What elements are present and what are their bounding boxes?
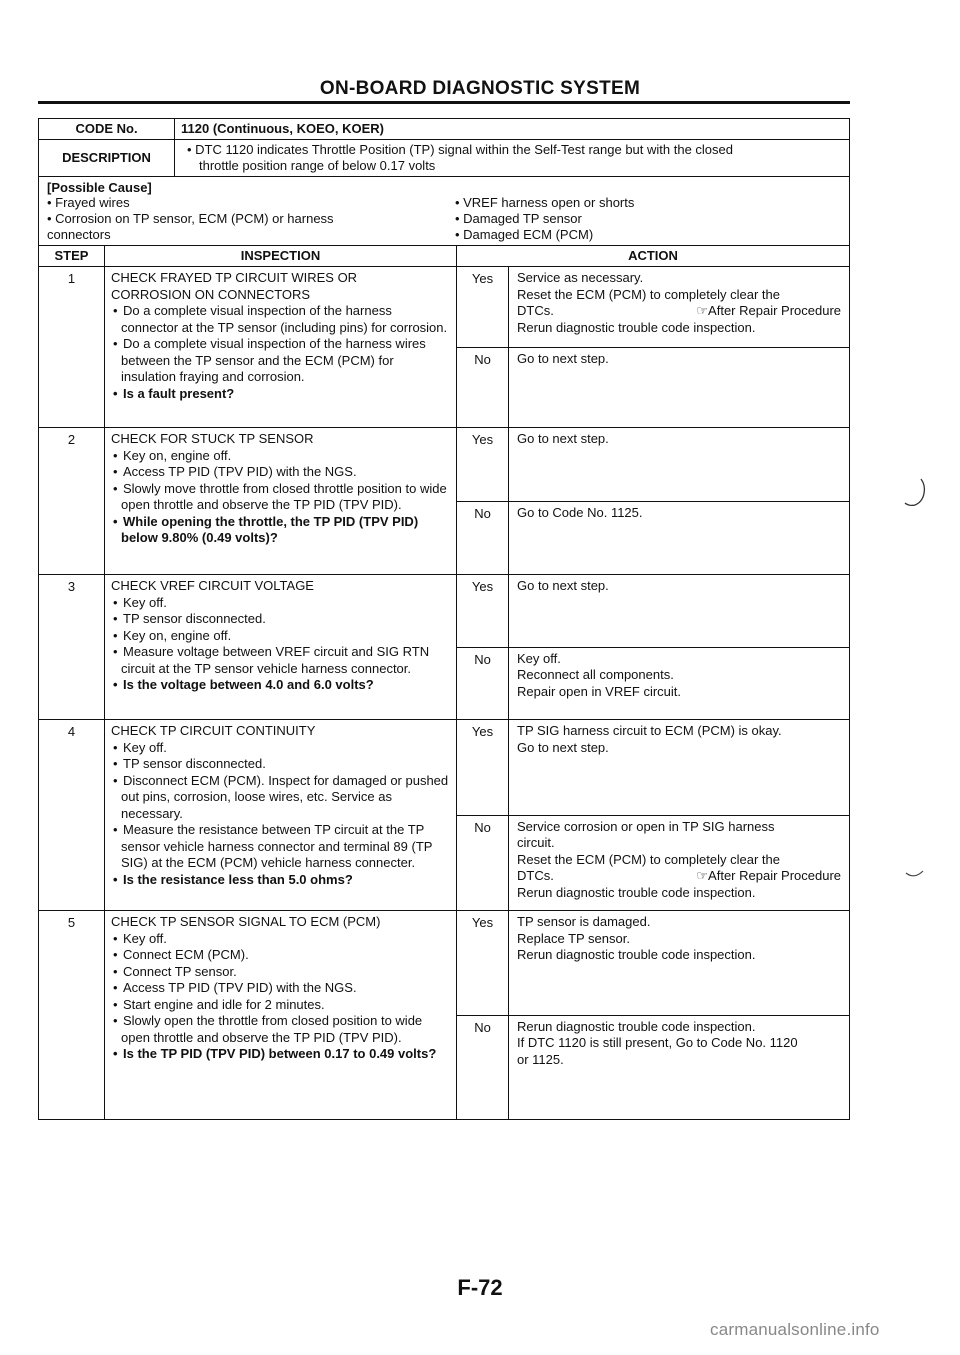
inspection-cell <box>105 428 457 574</box>
action-line: Go to next step. <box>517 350 609 366</box>
step-number: 2 <box>39 428 105 574</box>
description-text <box>175 140 739 176</box>
action-line: TP sensor is damaged. <box>517 914 651 929</box>
action-line: Service corrosion or open in TP SIG harness <box>517 818 775 834</box>
inspection-bullet: • Disconnect ECM (PCM). Inspect for damaged or pushed out pins, corrosion, loose wires, etc. Service as necessary. <box>113 772 449 821</box>
bullet-dot: • <box>113 303 118 318</box>
action-cell <box>457 575 849 719</box>
bullet-dot: • <box>113 1013 118 1028</box>
inspection-question: • Is the resistance less than 5.0 ohms? <box>113 871 353 887</box>
bullet-dot: • <box>113 963 118 979</box>
yes-block <box>457 428 849 502</box>
cause-item: • Damaged TP sensor <box>454 211 582 226</box>
action-line: Rerun diagnostic trouble code inspection. <box>517 947 756 962</box>
no-block <box>457 502 849 575</box>
action-cell <box>457 911 849 1119</box>
possible-cause-lists <box>47 195 843 243</box>
bullet-dot: • <box>113 513 118 529</box>
inspection-header: INSPECTION <box>105 246 457 266</box>
bullet-dot: • <box>113 996 118 1012</box>
bullet-dot: • <box>113 447 118 463</box>
no-action <box>509 348 849 428</box>
yes-label: Yes <box>457 911 509 1015</box>
inspection-bullet: • Slowly move throttle from closed throttle position to wide open throttle and observe the TP PID (TPV PID). <box>113 480 447 512</box>
action-line: DTCs. <box>517 868 554 883</box>
action-line: Rerun diagnostic trouble code inspection. <box>517 319 756 335</box>
inspection-bullet: • Connect ECM (PCM). <box>113 947 249 962</box>
cause-item: • Corrosion on TP sensor, ECM (PCM) or harness <box>47 211 334 226</box>
yes-label: Yes <box>457 720 509 815</box>
yes-action <box>509 267 849 347</box>
inspection-title: CHECK FRAYED TP CIRCUIT WIRES OR <box>111 270 358 285</box>
action-line: Service as necessary. <box>517 270 644 285</box>
bullet-dot: • <box>113 756 118 771</box>
margin-mark <box>903 475 929 516</box>
no-label: No <box>457 348 509 428</box>
after-repair-reference: ☞After Repair Procedure <box>696 868 841 883</box>
inspection-bullet: • Do a complete visual inspection of the harness connector at the TP sensor (including pins) for corrosion. <box>113 303 448 335</box>
inspection-question: • Is a fault present? <box>113 385 235 401</box>
inspection-bullet: • Key off. <box>113 739 167 755</box>
action-line: DTCs. <box>517 303 554 318</box>
no-label: No <box>457 648 509 720</box>
bullet-dot: • <box>113 611 118 626</box>
bullet-dot: • <box>113 947 118 962</box>
bullet-dot: • <box>113 1046 118 1061</box>
yes-block <box>457 575 849 648</box>
action-reference-line <box>517 303 841 320</box>
step-number: 3 <box>39 575 105 719</box>
inspection-bullet: • Key off. <box>113 930 167 946</box>
possible-cause-section <box>39 177 849 246</box>
step-row <box>39 575 849 720</box>
bullet-dot: • <box>113 644 118 659</box>
table-header-row <box>39 246 849 267</box>
cause-item: • Damaged ECM (PCM) <box>454 227 594 242</box>
code-row <box>39 119 849 140</box>
action-line: Go to next step. <box>517 578 609 593</box>
step-number: 4 <box>39 720 105 910</box>
inspection-question: • While opening the throttle, the TP PID (TPV PID) below 9.80% (0.49 volts)? <box>113 513 419 545</box>
inspection-bullet: • Key on, engine off. <box>113 627 232 643</box>
inspection-cell <box>105 911 457 1119</box>
header-rule <box>38 101 850 104</box>
action-header: ACTION <box>628 248 678 263</box>
inspection-question: • Is the TP PID (TPV PID) between 0.17 to 0.49 volts? <box>113 1046 437 1061</box>
step-number: 5 <box>39 911 105 1119</box>
description-row <box>39 140 849 177</box>
description-line: • DTC 1120 indicates Throttle Position (TP) signal within the Self-Test range but with the closed <box>187 142 733 157</box>
cause-item: connectors <box>47 227 111 242</box>
no-label: No <box>457 816 509 911</box>
inspection-bullet: • TP sensor disconnected. <box>113 611 266 626</box>
action-line: Key off. <box>517 650 561 666</box>
yes-label: Yes <box>457 575 509 647</box>
action-line: Replace TP sensor. <box>517 930 630 946</box>
no-label: No <box>457 1016 509 1120</box>
inspection-title: CHECK TP SENSOR SIGNAL TO ECM (PCM) <box>111 914 381 929</box>
action-line: Go to next step. <box>517 431 609 446</box>
bullet-dot: • <box>113 385 118 401</box>
inspection-title: CHECK TP CIRCUIT CONTINUITY <box>111 723 316 738</box>
description-line: throttle position range of below 0.17 volts <box>199 158 436 173</box>
description-label: DESCRIPTION <box>39 140 175 176</box>
cause-list-left <box>47 195 455 243</box>
inspection-cell <box>105 575 457 719</box>
steps-container <box>39 267 849 1119</box>
inspection-bullet: • Do a complete visual inspection of the harness wires between the TP sensor and the ECM (PCM) for insulation fraying and corrosion. <box>113 336 426 384</box>
step-row <box>39 720 849 911</box>
yes-label: Yes <box>457 428 509 501</box>
bullet-dot: • <box>113 871 118 887</box>
no-block <box>457 348 849 428</box>
inspection-bullet: • Measure the resistance between TP circuit at the TP sensor vehicle harness connector and terminal 89 (TP SIG) at the ECM (PCM) vehicle harness connecter. <box>113 822 433 870</box>
action-line: Reset the ECM (PCM) to completely clear the <box>517 851 780 867</box>
diagnostic-table <box>38 118 850 1120</box>
bullet-dot: • <box>113 772 118 788</box>
action-line: Rerun diagnostic trouble code inspection. <box>517 884 756 900</box>
code-value: 1120 (Continuous, KOEO, KOER) <box>181 121 384 136</box>
no-action <box>509 1016 849 1120</box>
bullet-dot: • <box>113 464 118 479</box>
no-block <box>457 816 849 911</box>
inspection-bullet: • Start engine and idle for 2 minutes. <box>113 996 325 1012</box>
bullet-dot: • <box>113 739 118 755</box>
code-label: CODE No. <box>39 119 175 139</box>
step-row <box>39 428 849 575</box>
yes-block <box>457 720 849 816</box>
inspection-bullet: • Key on, engine off. <box>113 447 232 463</box>
action-line: circuit. <box>517 835 555 850</box>
inspection-bullet: • Access TP PID (TPV PID) with the NGS. <box>113 980 357 995</box>
step-row <box>39 911 849 1119</box>
no-action <box>509 648 849 720</box>
inspection-bullet: • Measure voltage between VREF circuit and SIG RTN circuit at the TP sensor vehicle harness connector. <box>113 644 430 676</box>
no-action <box>509 502 849 575</box>
page-title: ON-BOARD DIAGNOSTIC SYSTEM <box>319 78 641 99</box>
bullet-dot: • <box>113 480 118 496</box>
action-line: Reconnect all components. <box>517 667 674 682</box>
action-line: or 1125. <box>517 1051 564 1067</box>
no-block <box>457 1016 849 1120</box>
after-repair-reference: ☞After Repair Procedure <box>696 303 841 318</box>
cause-list-right <box>455 195 843 243</box>
action-cell <box>457 267 849 427</box>
inspection-title: CHECK VREF CIRCUIT VOLTAGE <box>111 578 314 593</box>
action-cell <box>457 720 849 910</box>
bullet-dot: • <box>113 594 118 610</box>
yes-action <box>509 911 849 1015</box>
cause-item: • Frayed wires <box>47 195 130 210</box>
no-label: No <box>457 502 509 575</box>
yes-action <box>509 428 849 501</box>
yes-block <box>457 911 849 1016</box>
bullet-dot: • <box>113 336 118 351</box>
margin-mark <box>905 867 925 882</box>
inspection-bullet: • TP sensor disconnected. <box>113 756 266 771</box>
yes-block <box>457 267 849 348</box>
inspection-cell <box>105 720 457 910</box>
bullet-dot: • <box>113 822 118 837</box>
bullet-dot: • <box>113 627 118 643</box>
action-reference-line <box>517 868 841 885</box>
action-line: Go to next step. <box>517 739 609 755</box>
action-cell <box>457 428 849 574</box>
cause-item: • VREF harness open or shorts <box>454 195 635 210</box>
inspection-title: CHECK FOR STUCK TP SENSOR <box>111 431 314 446</box>
inspection-cell <box>105 267 457 427</box>
bullet-dot: • <box>113 677 118 692</box>
yes-label: Yes <box>457 267 509 347</box>
no-block <box>457 648 849 720</box>
action-line: If DTC 1120 is still present, Go to Code No. 1120 <box>517 1035 798 1050</box>
inspection-question: • Is the voltage between 4.0 and 6.0 volts? <box>113 677 374 692</box>
step-number: 1 <box>39 267 105 427</box>
inspection-bullet: • Connect TP sensor. <box>113 963 237 979</box>
no-action <box>509 816 849 911</box>
watermark: carmanualsonline.info <box>710 1320 880 1339</box>
step-row <box>39 267 849 428</box>
inspection-bullet: • Access TP PID (TPV PID) with the NGS. <box>113 464 357 479</box>
step-header: STEP <box>39 246 105 266</box>
action-line: TP SIG harness circuit to ECM (PCM) is okay. <box>517 723 782 738</box>
action-line: Rerun diagnostic trouble code inspection. <box>517 1018 756 1034</box>
inspection-bullet: • Key off. <box>113 594 167 610</box>
action-line: Go to Code No. 1125. <box>517 504 643 520</box>
yes-action <box>509 720 849 815</box>
bullet-dot: • <box>113 980 118 995</box>
action-line: Repair open in VREF circuit. <box>517 683 682 699</box>
inspection-bullet: • Slowly open the throttle from closed position to wide open throttle and observe the TP PID (TPV PID). <box>113 1013 423 1045</box>
inspection-title: CORROSION ON CONNECTORS <box>111 286 311 302</box>
action-line: Reset the ECM (PCM) to completely clear the <box>517 286 780 302</box>
yes-action <box>509 575 849 647</box>
possible-cause-title: [Possible Cause] <box>47 180 152 195</box>
page-number: F-72 <box>457 1275 503 1300</box>
bullet-dot: • <box>113 930 118 946</box>
